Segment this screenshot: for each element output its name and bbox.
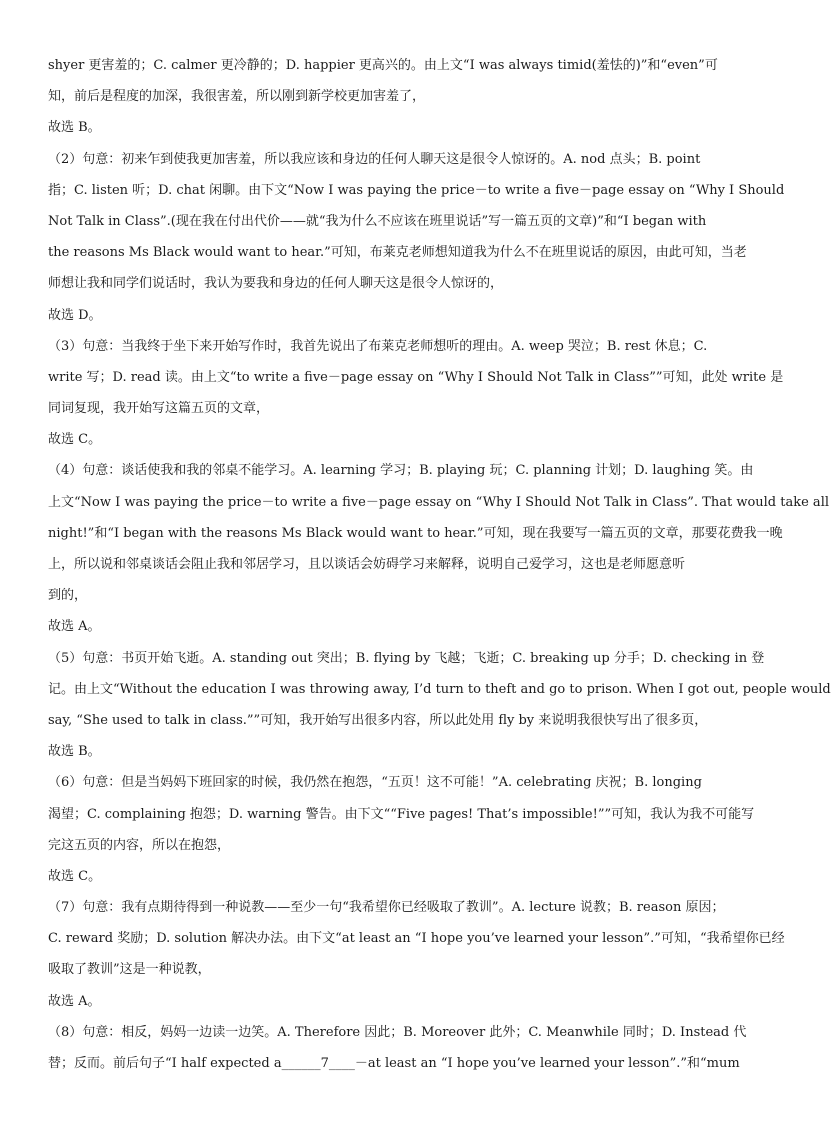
text-line: 知，前后是程度的加深，我很害羞，所以刚到新学校更加害羞了， bbox=[48, 89, 426, 105]
question-8-start: （8）句意：相反，妈妈一边读一边笑。A. Therefore 因此；B. Moreover 此外；C. Meanwhile 同时；D. Instead 代 bbox=[48, 1024, 747, 1040]
text-line: 记。由上文“Without the education I was throwing away, I’d turn to theft and go to prison. When I got out, people would bbox=[48, 681, 831, 697]
question-7-start: （7）句意：我有点期待得到一种说教——至少一句“我希望你已经吸取了教训”。A. lecture 说教；B. reason 原因； bbox=[48, 900, 725, 916]
text-line: 上，所以说和邻桌谈话会阻止我和邻居学习，且以谈话会妨碍学习来解释，说明自己爱学习，这也是老师愿意听 bbox=[48, 557, 686, 572]
text-line: 渴望；C. complaining 抱怨；D. warning 警告。由下文““Five pages! That’s impossible!””可知，我认为我不可能写 bbox=[48, 806, 755, 822]
question-6-start: （6）句意：但是当妈妈下班回家的时候，我仍然在抱怨，“五页！这不可能！”A. celebrating 庆祝；B. longing bbox=[48, 775, 702, 791]
text-line: C. reward 奖励；D. solution 解决办法。由下文“at least an “I hope you’ve learned your lesson”.”可知，“我希望你已经 bbox=[48, 931, 785, 947]
answer-line: 故选 B。 bbox=[48, 744, 101, 760]
text-line: 师想让我和同学们说话时，我认为要我和身边的任何人聊天这是很令人惊讶的， bbox=[48, 276, 504, 292]
document-page bbox=[48, 50, 831, 1079]
question-2-start: （2）句意：初来乍到使我更加害羞，所以我应该和身边的任何人聊天这是很令人惊讶的。A. nod 点头；B. point bbox=[48, 151, 701, 167]
text-line: the reasons Ms Black would want to hear.”可知，布莱克老师想知道我为什么不在班里说话的原因，由此可知，当老 bbox=[48, 245, 747, 261]
text-line: night!”和“I began with the reasons Ms Black would want to hear.”可知，现在我要写一篇五页的文章，那要花费我一晚 bbox=[48, 525, 783, 541]
text-line: say, “She used to talk in class.””可知，我开始写出很多内容，所以此处用 fly by 来说明我很快写出了很多页， bbox=[48, 712, 708, 728]
text-line: 指；C. listen 听；D. chat 闲聊。由下文“Now I was paying the price－to write a five－page essay on “Why I Should bbox=[48, 182, 785, 198]
text-line: 完这五页的内容，所以在抱怨， bbox=[48, 837, 231, 853]
answer-line: 故选 D。 bbox=[48, 307, 102, 323]
answer-line: 故选 A。 bbox=[48, 993, 101, 1009]
answer-line: 故选 A。 bbox=[48, 619, 101, 635]
question-3-start: （3）句意：当我终于坐下来开始写作时，我首先说出了布莱克老师想听的理由。A. weep 哭泣；B. rest 休息；C. bbox=[48, 338, 708, 354]
text-line: Not Talk in Class”.(现在我在付出代价——就“我为什么不应该在班里说话”写一篇五页的文章)”和“I began with bbox=[48, 213, 707, 229]
question-4-start: （4）句意：谈话使我和我的邻桌不能学习。A. learning 学习；B. playing 玩；C. planning 计划；D. laughing 笑。由 bbox=[48, 463, 754, 479]
text-line: 上文“Now I was paying the price－to write a five－page essay on “Why I Should Not Talk in Class”. That would take all bbox=[48, 494, 830, 510]
answer-line: 故选 C。 bbox=[48, 432, 102, 448]
text-line: shyer 更害羞的；C. calmer 更冷静的；D. happier 更高兴的。由上文“I was always timid(羞怯的)”和“even”可 bbox=[48, 58, 718, 73]
question-5-start: （5）句意：书页开始飞逝。A. standing out 突出；B. flying by 飞越；飞逝；C. breaking up 分手；D. checking in 登 bbox=[48, 650, 765, 666]
text-line: 替；反而。前后句子“I half expected a______7____－at least an “I hope you’ve learned your lesson”.”和“mum bbox=[48, 1056, 740, 1071]
text-line: 到的， bbox=[48, 588, 88, 604]
answer-line: 故选 B。 bbox=[48, 120, 101, 136]
answer-line: 故选 C。 bbox=[48, 868, 102, 884]
text-line: 同词复现，我开始写这篇五页的文章， bbox=[48, 401, 270, 417]
text-line: 吸取了教训”这是一种说教， bbox=[48, 962, 211, 978]
text-line: write 写；D. read 读。由上文“to write a five－page essay on “Why I Should Not Talk in Class””可知，此处 write 是 bbox=[48, 369, 784, 385]
